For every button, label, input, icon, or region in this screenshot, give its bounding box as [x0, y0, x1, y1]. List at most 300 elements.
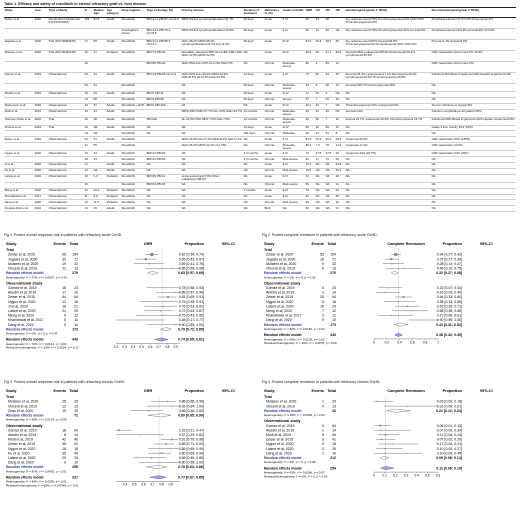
table-cell: Ruxolitinib — [121, 174, 146, 182]
study-estimate: 0.10 [0.00; 0.45] — [436, 451, 462, 456]
column-header: Study — [4, 8, 34, 18]
study-events: 18 — [62, 428, 66, 433]
table-cell: Trial (NCT02469128) — [48, 51, 84, 62]
study-total: 54 — [332, 295, 336, 300]
table-cell: 39.1 — [305, 103, 315, 109]
study-point — [391, 263, 392, 264]
study-total: 29 — [74, 456, 78, 460]
study-total: 29 — [332, 304, 336, 309]
table-cell: BM=89 PB=11 — [146, 174, 181, 182]
subgroup-estimate: 0.76 [0.63; 0.86] — [178, 465, 204, 470]
study-estimate: 0.55 [0.43; 0.67] — [178, 257, 204, 262]
table-cell: Trial — [48, 117, 84, 125]
overall-estimate: 0.38 [0.32; 0.45] — [436, 333, 462, 338]
table-cell: NA — [345, 188, 431, 194]
subgroup-total: 71 — [74, 413, 78, 418]
table-cell: NA — [243, 206, 264, 212]
study-total: 12 — [74, 313, 78, 318]
study-events: 21 — [62, 309, 66, 313]
table-cell: 12 months — [243, 117, 264, 125]
table-cell: Peripheral edema=1% UTI=2% Pneumonia=3% — [431, 18, 516, 29]
study-events: 5 — [322, 286, 324, 290]
study-point — [384, 453, 385, 454]
table-cell: NA — [315, 163, 325, 169]
study-point — [390, 258, 392, 260]
table-cell: 8.5 — [93, 194, 106, 200]
table-cell: - — [335, 18, 345, 29]
table-cell: 2017 — [34, 194, 48, 200]
table-cell: NA — [325, 174, 335, 182]
table-cell: 14 days — [243, 73, 264, 84]
column-header-ci: 95%-CI — [480, 242, 493, 246]
table-cell: PB=100 — [146, 117, 181, 125]
table-cell: 29 — [84, 62, 93, 73]
study-events: 5 — [322, 433, 324, 437]
table-cell: Ruxolitinib — [121, 206, 146, 212]
study-estimate: 0.85 [0.71; 0.94] — [178, 442, 204, 447]
study-estimate: 0.58 [0.28; 0.85] — [436, 309, 462, 313]
table-cell: Uygun et al. — [4, 151, 34, 157]
study-estimate: 0.38 [0.15; 0.65] — [436, 299, 462, 304]
study-estimate: 0.86 [0.68; 0.96] — [178, 399, 204, 404]
table-cell: Chronic — [264, 62, 282, 73]
subgroup-diamond — [394, 323, 408, 326]
table-cell: 28 — [325, 84, 335, 92]
table-cell — [48, 29, 84, 40]
table-cell: Ruxolitinib — [121, 117, 146, 125]
study-point — [140, 434, 141, 435]
study-estimate: 0.16 [0.03; 0.40] — [436, 290, 462, 295]
study-point — [392, 443, 393, 444]
subgroup-label: Observational study — [6, 281, 43, 286]
study-estimate: 0.07 [0.02; 0.20] — [436, 437, 462, 442]
table-cell: NA — [335, 103, 345, 109]
study-events: 11 — [62, 266, 66, 271]
table-cell: NA — [93, 168, 106, 174]
table-cell: MDS=63.6% Lymphoproliferative=16.8% — [181, 29, 243, 40]
forest-plot-svg — [4, 239, 260, 373]
study-events: 18 — [62, 286, 66, 290]
table-cell: NA — [345, 91, 431, 97]
table-cell: 28 — [93, 117, 106, 125]
table-cell: 32 — [315, 103, 325, 109]
table-cell: NA — [431, 131, 516, 137]
table-cell: NA — [181, 157, 243, 163]
table-cell: CMV reactivation 33% (18/54) — [431, 137, 516, 143]
table-cell: 2016 — [34, 206, 48, 212]
table-cell: AML=55% ALL=12% CLL=3% SAA=7% — [181, 62, 243, 73]
study-point — [167, 296, 169, 298]
column-header-study: Study — [6, 389, 17, 393]
study-total: 18 — [332, 442, 336, 447]
table-cell: Anemia=30% Thrombocytopenia=15% — [345, 84, 431, 92]
study-total: 10 — [332, 318, 336, 323]
subgroup-estimate: 0.21 [0.12; 0.34] — [436, 408, 462, 413]
table-cell: 2019 — [34, 73, 48, 84]
column-header-total: Total — [327, 389, 336, 393]
study-name: Uygun et al, 2020 — [8, 299, 36, 304]
overall-model-label: Random effects model — [264, 333, 302, 338]
column-header-ci: 95%-CI — [222, 389, 235, 393]
table-cell: Zeiser et al. — [4, 137, 34, 143]
subgroup-diamond — [380, 456, 389, 459]
subgroup-model-label: Random effects model — [6, 465, 44, 470]
table-cell: 23 — [325, 73, 335, 84]
table-cell: NA — [181, 84, 243, 92]
study-name: Abedin et al, 2019 — [266, 290, 295, 295]
table-cell: Ruxolitinib — [121, 168, 146, 174]
study-total: 32 — [74, 261, 78, 266]
column-header-study: Study — [6, 242, 17, 246]
study-events: 35 — [62, 451, 66, 456]
study-events: 9 — [322, 318, 324, 323]
table-cell: Cytopenia 3/16 (18.7%) — [345, 151, 431, 157]
table-cell: Chronic — [264, 84, 282, 92]
table-cell: NA — [181, 168, 243, 174]
table-cell: BM=44 PB=56 — [146, 157, 181, 163]
table-cell: NA — [345, 163, 431, 169]
table-cell: 23.8 — [335, 163, 345, 169]
study-events: 19 — [62, 261, 66, 266]
figure-title: Fig 4. Pooled complete remission in patients with refractory chronic GvHD. — [262, 380, 381, 384]
column-header: Type of therapy (%) — [146, 8, 181, 18]
study-name: Abedin et al, 2019 — [8, 433, 37, 437]
table-cell: 2 — [325, 91, 335, 97]
table-cell: 18 — [84, 157, 93, 163]
table-cell: 81.5 — [305, 137, 315, 143]
x-axis-tick-label: 0.6 — [435, 473, 441, 478]
table-cell: II-IV — [282, 194, 305, 200]
study-total: 41 — [74, 442, 78, 447]
study-events: 12 — [62, 404, 66, 409]
table-cell: NA — [181, 97, 243, 103]
study-name: Modi et al, 2019 — [266, 433, 291, 437]
table-cell: 85.4 — [305, 143, 315, 151]
table-cell: Adults — [106, 125, 121, 131]
table-cell: 50 — [325, 97, 335, 103]
study-estimate: 0.34 [0.27; 0.42] — [436, 252, 462, 257]
table-cell: 2020 — [34, 40, 48, 51]
subgroup-model-label: Random effects model — [264, 322, 302, 327]
study-events: 9 — [64, 460, 66, 465]
study-estimate: 0.45 [0.17; 0.77] — [178, 318, 204, 323]
column-header-study: Study — [264, 389, 275, 393]
overall-heterogeneity: Heterogeneity: I² = 72%, τ² = 0.0141, p < 0.01 — [6, 341, 67, 346]
table-cell: Mod-severe — [282, 200, 305, 206]
column-header-events: Events — [311, 242, 324, 246]
study-estimate: 0.90 [0.55; 1.00] — [178, 460, 204, 465]
table-cell: Moderate-severe — [282, 117, 305, 125]
table-cell: Ruxolitinib — [121, 97, 146, 103]
table-cell: Acute — [264, 137, 282, 143]
table-cell: 57 — [305, 97, 315, 103]
column-header-metric: Complete Remission — [387, 242, 425, 246]
study-total: 12 — [332, 309, 336, 313]
table-cell: Ruxolitinib — [121, 157, 146, 163]
table-row — [4, 29, 516, 40]
table-cell: Adults — [106, 91, 121, 97]
study-point — [403, 268, 404, 269]
table-cell: 37.5 — [315, 151, 325, 157]
study-point — [148, 410, 149, 411]
table-cell: Chronic — [264, 131, 282, 137]
table-cell: Ruxolitinib — [121, 125, 146, 131]
table-body — [4, 18, 516, 212]
table-cell: NA — [146, 125, 181, 131]
table-cell: Acute — [264, 188, 282, 194]
study-point — [167, 401, 168, 402]
study-estimate: 0.06 [0.01; 0.15] — [436, 423, 462, 428]
table-cell: CMV reactivation Abnormal LFTs 18.3% — [431, 51, 516, 62]
table-cell: NA — [146, 188, 181, 194]
study-name: Uygun et al, 2020 — [8, 446, 36, 451]
table-cell: Acute — [264, 194, 282, 200]
subgroup-estimate: 0.63 [0.57; 0.69] — [178, 271, 204, 276]
subgroup-total: 212 — [330, 456, 336, 460]
table-cell: Acute — [264, 51, 282, 62]
subgroup-model-label: Random effects model — [264, 271, 302, 276]
study-estimate: 0.66 [0.46; 0.82] — [178, 408, 204, 413]
table-cell: Adults — [106, 168, 121, 174]
table-cell: 78 — [325, 143, 335, 151]
subgroup-estimate: 0.09 [0.06; 0.14] — [436, 456, 462, 460]
table-cell: Acute — [264, 163, 282, 169]
study-events: 4 — [322, 404, 324, 409]
table-cell: 14 — [335, 62, 345, 73]
table-cell: 44 days — [243, 125, 264, 131]
column-header: Hematological (grade 3 TRAE) — [345, 8, 431, 18]
column-header: N — [84, 8, 93, 18]
table-cell: Pediatric — [106, 51, 121, 62]
column-header: Grade of GvHD — [282, 8, 305, 18]
table-cell — [146, 143, 181, 151]
subgroup-estimate: 0.41 [0.31; 0.53] — [436, 322, 462, 327]
table-cell: 20.5 — [335, 168, 345, 174]
table-cell — [84, 29, 93, 40]
table-cell: Cytopenia 55.6% — [345, 137, 431, 143]
study-events: 3 — [322, 423, 324, 428]
table-cell: NA — [181, 151, 243, 157]
table-cell: NA — [431, 97, 516, 103]
study-point — [394, 253, 397, 256]
table-cell: 13 — [84, 206, 93, 212]
table-cell: 71 — [84, 40, 93, 51]
table-cell: Acute — [264, 151, 282, 157]
table-row — [4, 40, 516, 51]
table-header-row — [4, 8, 516, 18]
table-cell: 61 — [325, 131, 335, 137]
table-cell: 46 — [93, 206, 106, 212]
table-cell: 69 — [325, 109, 335, 117]
table-cell: Ruxolitinib — [121, 84, 146, 92]
table-cell: BM=13.1 PB=86.9 UC=1.4 — [146, 40, 181, 51]
table-cell: BM=64 PB=36 — [146, 182, 181, 188]
table-cell — [34, 62, 48, 73]
table-cell: Chronic — [264, 117, 282, 125]
table-cell: 45 — [335, 40, 345, 51]
table-cell: 3 months — [243, 188, 264, 194]
table-cell: 2020 — [34, 188, 48, 194]
table-cell: Observational — [48, 200, 84, 206]
table-cell: Any adverse event=70% Thrombocytopenia=11% Anemia=9% — [345, 29, 431, 40]
forest-plot-svg — [262, 386, 518, 526]
forest-plot-svg — [4, 386, 260, 526]
column-header-proportion: Proportion — [442, 242, 462, 246]
study-events: 9 — [64, 313, 66, 318]
table-cell: Fe et al. — [4, 168, 34, 174]
table-cell: 31 — [315, 131, 325, 137]
forest-plot-acute-orr — [4, 233, 260, 373]
x-axis-tick-label: 0.8 — [159, 482, 164, 487]
table-cell: 17 — [93, 51, 106, 62]
table-cell: Mod-severe — [282, 168, 305, 174]
study-total: 14 — [332, 428, 336, 433]
study-total: 46 — [74, 437, 78, 442]
table-cell: BM=80 PB=20 — [146, 62, 181, 73]
table-cell: 5 — [315, 84, 325, 92]
x-axis-tick-label: 0.8 — [422, 340, 428, 345]
x-axis-tick-label: 0.4 — [122, 482, 128, 487]
column-header-events: Events — [53, 389, 66, 393]
column-header: CR — [315, 8, 325, 18]
study-point — [172, 406, 173, 407]
study-estimate: 0.62 [0.54; 0.70] — [178, 252, 204, 257]
study-point — [171, 268, 172, 269]
table-cell: 492 days — [243, 131, 264, 137]
table-cell: Anemia=26.4% Leukopenia=17.1% Neutropenia 43.4% Lymphopenia 20.5% Thrombocytopenia 55.8% — [345, 73, 431, 84]
results-table — [4, 7, 516, 212]
table-cell: Acute — [264, 18, 282, 29]
column-header-ci: 95%-CI — [222, 242, 235, 246]
table-cell: NA — [431, 174, 516, 182]
column-header-events: Events — [311, 389, 324, 393]
table-cell: 86 — [305, 62, 315, 73]
column-header-proportion: Proportion — [184, 389, 204, 393]
column-header: Year — [34, 8, 48, 18]
figure-title: Fig 3. Pooled overall response rate in patients with refractory chronic GvHD. — [4, 380, 126, 384]
table-cell: 37.5 — [325, 151, 335, 157]
overall-model-label: Random effects model — [264, 466, 302, 471]
subgroup-label: Observational study — [264, 419, 301, 424]
study-total: 13 — [74, 404, 78, 409]
table-cell: 28 days — [243, 18, 264, 29]
table-row — [4, 143, 516, 151]
study-point — [175, 324, 176, 325]
table-cell: 28 days — [243, 29, 264, 40]
table-cell: Laisné et al. — [4, 174, 34, 182]
table-cell: NA — [243, 200, 264, 206]
study-name: Gómez et al, 2019 — [266, 423, 295, 428]
study-total: 23 — [74, 286, 78, 290]
study-name: Zeiser et al, 2020 — [266, 252, 294, 257]
study-total: 13 — [332, 404, 336, 409]
table-cell: BM=74 PB=26 — [146, 51, 181, 62]
table-cell: Chronic — [264, 157, 282, 163]
study-estimate: 0.28 [0.14; 0.47] — [436, 261, 462, 266]
table-cell: 90 — [305, 200, 315, 206]
table-cell: Observational — [48, 73, 84, 84]
study-name: Uygun et al, 2020 — [266, 442, 294, 447]
column-header: PR — [325, 8, 335, 18]
study-total: 54 — [74, 295, 78, 300]
study-name: Zeiser et al, 2020 — [8, 252, 36, 257]
study-estimate: 0.81 [0.69; 0.91] — [178, 295, 204, 300]
table-cell: 14.6 — [335, 143, 345, 151]
table-row — [4, 206, 516, 212]
x-axis-tick-label: 0.6 — [410, 340, 415, 345]
table-cell: NA — [431, 182, 516, 188]
x-axis-tick-label: 0.7 — [150, 482, 155, 487]
study-events: 8 — [64, 433, 66, 437]
table-cell: Ruxolitinib — [121, 18, 146, 29]
table-cell: 31.2 — [325, 51, 335, 62]
table-cell: NA — [181, 206, 243, 212]
table-cell: Peripheral edema=13% Pneumonia=6% UTI=2% — [431, 29, 516, 40]
table-cell: 8 — [335, 131, 345, 137]
subgroup-diamond — [148, 414, 171, 417]
study-name: Khandelwal et al, 2017 — [8, 318, 44, 323]
table-cell: NA — [181, 194, 243, 200]
table-cell: 39 — [325, 29, 335, 40]
table-cell: MDS=63.6% Lymphoproliferative=11.7% — [181, 18, 243, 29]
x-axis-tick-label: 0.4 — [414, 473, 419, 478]
table-cell: 59 — [315, 117, 325, 125]
table-cell: 90 days — [243, 97, 264, 103]
table-cell: Cytopenia 17.1% — [345, 143, 431, 151]
study-name: Zeiser et al, 2015 — [266, 437, 294, 442]
table-cell: BM=14.4 PB=76.1 UC=9.5 — [146, 29, 181, 40]
study-name: Jagasia et al, 2020 — [8, 257, 38, 262]
study-name: Khandelwal et al, 2017 — [266, 313, 302, 318]
table-cell: NA — [345, 194, 431, 200]
study-point — [161, 452, 163, 454]
study-events: 42 — [62, 437, 66, 442]
study-estimate: 0.75 [0.48; 0.93] — [178, 299, 204, 304]
table-cell: Acute leukemia=27.6% Other malignancy=58.3% — [181, 174, 243, 182]
study-point — [150, 253, 153, 256]
table-cell: NA — [315, 206, 325, 212]
study-estimate: 0.92 [0.64; 1.00] — [178, 404, 204, 409]
table-cell: 7.3 — [315, 143, 325, 151]
subgroup-estimate: 0.32 [0.27; 0.38] — [436, 271, 462, 276]
table-cell: Adults — [106, 163, 121, 169]
column-header-study: Study — [264, 242, 275, 246]
study-total: 23 — [332, 286, 336, 290]
study-estimate: 0.07 [0.00; 0.34] — [436, 428, 462, 433]
table-cell: 12 months — [243, 109, 264, 117]
table-cell: Severe — [282, 97, 305, 103]
table-cell: NA — [243, 163, 264, 169]
table-cell: NA — [146, 206, 181, 212]
table-cell: 29 — [84, 117, 93, 125]
study-total: 21 — [74, 304, 78, 309]
study-estimate: 0.80 [0.65; 0.90] — [178, 451, 204, 456]
x-axis-tick-label: 0.4 — [397, 340, 402, 345]
table-cell: NA — [335, 109, 345, 117]
table-cell: NA — [181, 188, 243, 194]
overall-heterogeneity: Heterogeneity: I² = 49%, τ² = 0.0105, p = 0.02 — [264, 337, 325, 342]
table-cell: 2020 — [34, 174, 48, 182]
table-cell: Observational — [48, 188, 84, 194]
table-cell: Pediatric — [106, 194, 121, 200]
table-cell: 54 — [84, 137, 93, 143]
table-cell: 154 — [84, 18, 93, 29]
table-cell: 45 — [305, 194, 315, 200]
column-header-total: Total — [327, 242, 336, 246]
table-cell: Adults — [106, 18, 121, 29]
table-cell: NA — [345, 131, 431, 137]
study-point — [174, 292, 175, 293]
